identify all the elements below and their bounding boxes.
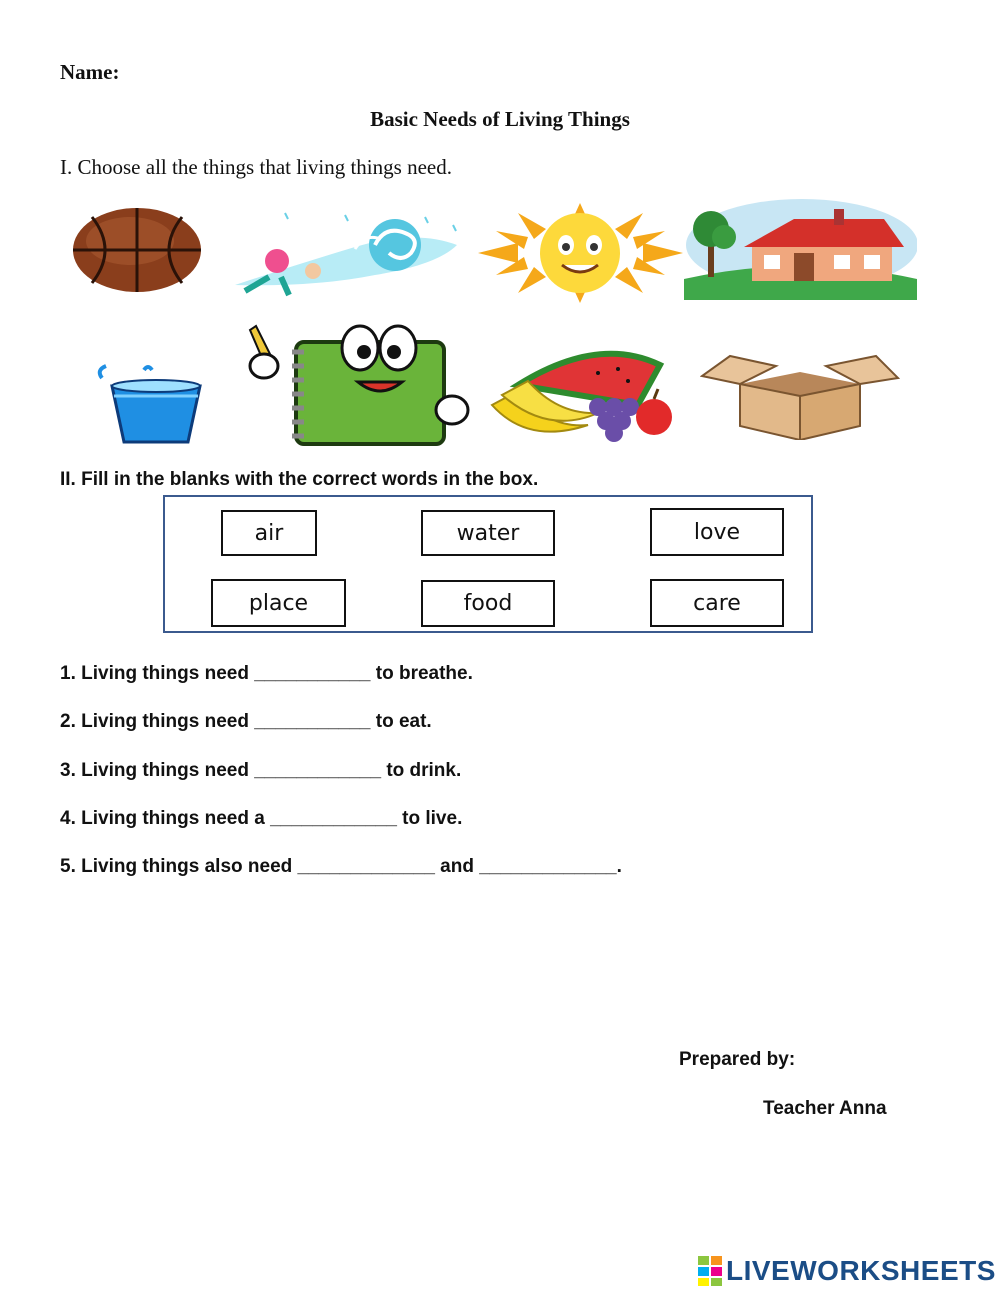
water-glass-picture[interactable] xyxy=(92,362,207,444)
cardboard-box-picture[interactable] xyxy=(700,348,900,440)
section2-instruction: II. Fill in the blanks with the correct words in the box. xyxy=(60,469,539,490)
word-air: air xyxy=(221,510,317,556)
word-food: food xyxy=(421,580,555,627)
word-bank xyxy=(163,495,813,633)
fruits-picture[interactable] xyxy=(488,345,678,445)
sun-picture[interactable] xyxy=(478,203,683,303)
word-water: water xyxy=(421,510,555,556)
question-1[interactable]: 1. Living things need ___________ to breathe. xyxy=(60,663,473,684)
prepared-by-label: Prepared by: xyxy=(679,1049,796,1070)
question-2[interactable]: 2. Living things need ___________ to eat. xyxy=(60,711,432,732)
house-picture[interactable] xyxy=(684,197,917,300)
name-label: Name: xyxy=(60,60,120,84)
notebook-picture[interactable] xyxy=(240,318,480,446)
teacher-name: Teacher Anna xyxy=(763,1098,887,1119)
question-5[interactable]: 5. Living things also need _____________ and _____________. xyxy=(60,856,622,877)
question-3[interactable]: 3. Living things need ____________ to drink. xyxy=(60,760,462,781)
question-4[interactable]: 4. Living things need a ____________ to live. xyxy=(60,808,463,829)
word-place: place xyxy=(211,579,346,627)
logo-icon xyxy=(698,1256,722,1286)
section1-instruction: I. Choose all the things that living things need. xyxy=(60,155,452,179)
word-care: care xyxy=(650,579,784,627)
basketball-picture[interactable] xyxy=(70,205,205,295)
logo-text: LIVEWORKSHEETS xyxy=(726,1255,996,1286)
air-wind-picture[interactable] xyxy=(225,205,465,300)
word-love: love xyxy=(650,508,784,556)
liveworksheets-logo[interactable] xyxy=(698,1254,996,1288)
worksheet-title: Basic Needs of Living Things xyxy=(370,107,630,131)
